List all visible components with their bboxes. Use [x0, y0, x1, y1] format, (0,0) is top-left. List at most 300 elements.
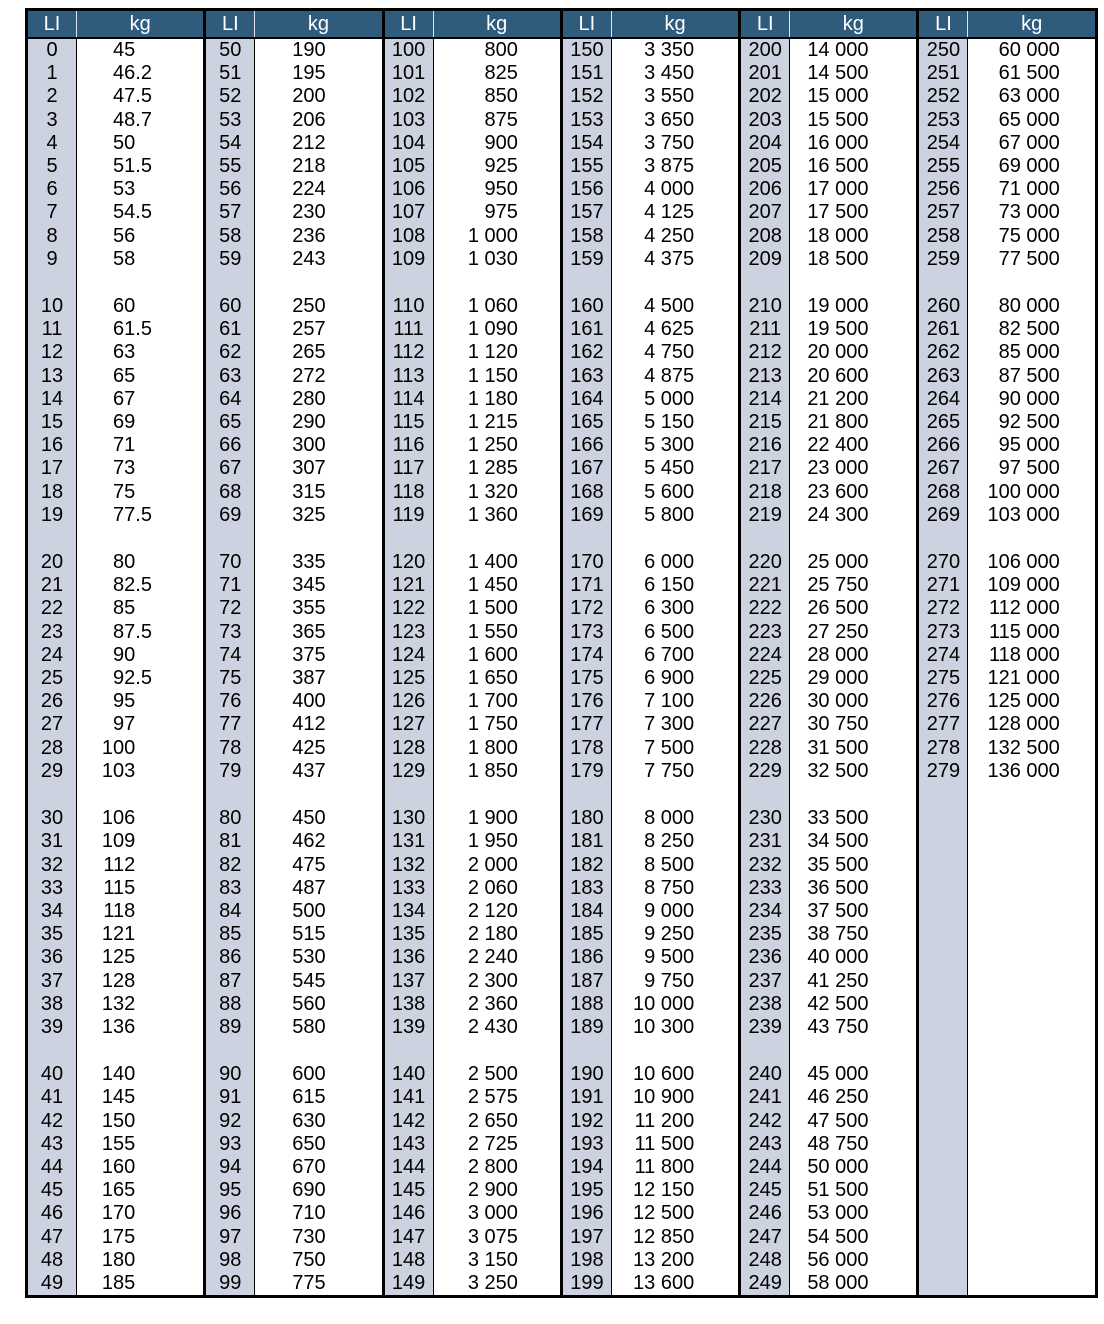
li-cell — [27, 783, 77, 807]
li-cell: 135 — [383, 923, 433, 946]
li-cell: 121 — [383, 574, 433, 597]
li-cell: 25 — [27, 667, 77, 690]
li-cell — [918, 1016, 968, 1039]
kg-cell: 103 000 — [968, 504, 1096, 527]
li-cell: 75 — [205, 667, 255, 690]
li-cell: 167 — [561, 457, 611, 480]
li-cell: 213 — [740, 365, 790, 388]
group-spacer-row — [27, 783, 1097, 807]
kg-value-integer: 69 — [113, 411, 136, 434]
kg-cell: 710 — [255, 1202, 383, 1225]
kg-cell: 6 900 — [611, 667, 739, 690]
kg-column-header: kg — [611, 10, 739, 39]
kg-cell — [433, 271, 561, 295]
kg-cell: 925 — [433, 155, 561, 178]
li-cell: 231 — [740, 830, 790, 853]
li-cell: 272 — [918, 597, 968, 620]
li-cell: 240 — [740, 1063, 790, 1086]
li-cell: 274 — [918, 644, 968, 667]
kg-cell: 73 000 — [968, 201, 1096, 224]
li-column-header: LI — [561, 10, 611, 39]
kg-cell: 40 000 — [790, 946, 918, 969]
kg-cell — [77, 597, 205, 620]
kg-cell: 77 500 — [968, 248, 1096, 271]
kg-cell — [790, 783, 918, 807]
kg-cell: 1 320 — [433, 481, 561, 504]
kg-cell — [77, 574, 205, 597]
kg-cell: 2 240 — [433, 946, 561, 969]
li-cell: 117 — [383, 457, 433, 480]
kg-value-decimal: .5 — [135, 667, 152, 690]
kg-value-integer: 140 — [101, 1063, 136, 1086]
kg-cell: 400 — [255, 690, 383, 713]
li-cell: 228 — [740, 737, 790, 760]
li-cell: 254 — [918, 132, 968, 155]
table-row — [27, 481, 1097, 504]
li-cell: 245 — [740, 1179, 790, 1202]
kg-cell: 475 — [255, 854, 383, 877]
li-cell: 5 — [27, 155, 77, 178]
li-cell: 130 — [383, 807, 433, 830]
kg-cell: 5 150 — [611, 411, 739, 434]
kg-cell: 51 500 — [790, 1179, 918, 1202]
table-row — [27, 201, 1097, 224]
li-cell: 16 — [27, 434, 77, 457]
kg-cell — [255, 527, 383, 551]
li-cell: 144 — [383, 1156, 433, 1179]
li-cell: 153 — [561, 109, 611, 132]
kg-cell — [77, 1156, 205, 1179]
li-cell: 84 — [205, 900, 255, 923]
li-cell: 147 — [383, 1226, 433, 1249]
li-cell: 12 — [27, 341, 77, 364]
li-cell — [918, 830, 968, 853]
kg-cell — [77, 1249, 205, 1272]
kg-value-integer: 85 — [113, 597, 136, 620]
li-cell: 71 — [205, 574, 255, 597]
kg-cell: 15 000 — [790, 85, 918, 108]
li-cell: 64 — [205, 388, 255, 411]
table-row — [27, 1179, 1097, 1202]
li-cell: 11 — [27, 318, 77, 341]
table-row — [27, 411, 1097, 434]
li-cell — [918, 946, 968, 969]
li-cell — [918, 1133, 968, 1156]
kg-value-decimal: .5 — [135, 155, 152, 178]
kg-cell: 6 300 — [611, 597, 739, 620]
li-cell: 181 — [561, 830, 611, 853]
kg-cell: 15 500 — [790, 109, 918, 132]
li-cell: 160 — [561, 295, 611, 318]
li-cell — [918, 271, 968, 295]
li-cell: 241 — [740, 1086, 790, 1109]
li-cell: 22 — [27, 597, 77, 620]
kg-cell — [968, 1272, 1096, 1297]
kg-cell — [433, 783, 561, 807]
kg-column-header: kg — [433, 10, 561, 39]
kg-cell — [433, 527, 561, 551]
kg-cell: 136 000 — [968, 760, 1096, 783]
li-cell: 89 — [205, 1016, 255, 1039]
li-cell: 17 — [27, 457, 77, 480]
kg-cell: 2 180 — [433, 923, 561, 946]
kg-cell: 23 600 — [790, 481, 918, 504]
kg-cell: 1 030 — [433, 248, 561, 271]
li-cell: 136 — [383, 946, 433, 969]
li-cell: 179 — [561, 760, 611, 783]
kg-cell: 69 000 — [968, 155, 1096, 178]
kg-cell: 425 — [255, 737, 383, 760]
kg-cell: 1 900 — [433, 807, 561, 830]
kg-cell: 2 430 — [433, 1016, 561, 1039]
li-cell: 53 — [205, 109, 255, 132]
table-row — [27, 1133, 1097, 1156]
li-cell: 154 — [561, 132, 611, 155]
table-row — [27, 854, 1097, 877]
li-cell: 124 — [383, 644, 433, 667]
li-cell — [740, 783, 790, 807]
li-cell: 152 — [561, 85, 611, 108]
table-row — [27, 109, 1097, 132]
kg-cell: 4 875 — [611, 365, 739, 388]
li-cell: 263 — [918, 365, 968, 388]
table-row — [27, 923, 1097, 946]
kg-cell: 10 300 — [611, 1016, 739, 1039]
li-cell: 105 — [383, 155, 433, 178]
li-cell: 161 — [561, 318, 611, 341]
kg-cell: 82 500 — [968, 318, 1096, 341]
kg-cell: 335 — [255, 551, 383, 574]
kg-value-decimal: .5 — [135, 620, 152, 643]
kg-cell: 26 500 — [790, 597, 918, 620]
kg-cell: 825 — [433, 62, 561, 85]
li-cell — [918, 783, 968, 807]
kg-cell: 750 — [255, 1249, 383, 1272]
li-cell: 141 — [383, 1086, 433, 1109]
kg-cell: 14 000 — [790, 38, 918, 62]
table-row — [27, 737, 1097, 760]
li-cell: 279 — [918, 760, 968, 783]
kg-cell: 10 600 — [611, 1063, 739, 1086]
kg-cell: 21 200 — [790, 388, 918, 411]
table-row — [27, 365, 1097, 388]
li-cell: 35 — [27, 923, 77, 946]
li-cell: 211 — [740, 318, 790, 341]
kg-value-integer: 103 — [101, 759, 136, 782]
li-cell: 90 — [205, 1063, 255, 1086]
kg-cell: 224 — [255, 178, 383, 201]
li-cell — [740, 527, 790, 551]
li-cell: 119 — [383, 504, 433, 527]
li-cell: 133 — [383, 877, 433, 900]
li-cell: 140 — [383, 1063, 433, 1086]
li-cell: 83 — [205, 877, 255, 900]
li-cell: 120 — [383, 551, 433, 574]
kg-value-decimal: .5 — [135, 201, 152, 224]
li-cell: 190 — [561, 1063, 611, 1086]
kg-cell: 1 000 — [433, 225, 561, 248]
li-cell: 209 — [740, 248, 790, 271]
table-row — [27, 551, 1097, 574]
li-cell: 145 — [383, 1179, 433, 1202]
li-cell: 197 — [561, 1226, 611, 1249]
li-cell: 19 — [27, 504, 77, 527]
li-cell: 131 — [383, 830, 433, 853]
kg-cell: 875 — [433, 109, 561, 132]
kg-cell — [77, 365, 205, 388]
li-cell: 158 — [561, 225, 611, 248]
li-cell: 94 — [205, 1156, 255, 1179]
kg-cell: 37 500 — [790, 900, 918, 923]
li-cell: 134 — [383, 900, 433, 923]
kg-cell: 4 250 — [611, 225, 739, 248]
li-cell: 148 — [383, 1249, 433, 1272]
kg-cell: 230 — [255, 201, 383, 224]
li-cell: 67 — [205, 457, 255, 480]
li-cell: 86 — [205, 946, 255, 969]
kg-cell: 3 750 — [611, 132, 739, 155]
kg-cell: 487 — [255, 877, 383, 900]
li-cell: 102 — [383, 85, 433, 108]
kg-cell: 6 000 — [611, 551, 739, 574]
kg-cell: 9 500 — [611, 946, 739, 969]
kg-cell: 3 075 — [433, 1226, 561, 1249]
kg-value-integer: 73 — [113, 457, 136, 480]
kg-value-integer: 46 — [113, 62, 136, 85]
li-cell: 55 — [205, 155, 255, 178]
kg-cell: 690 — [255, 1179, 383, 1202]
li-cell: 30 — [27, 807, 77, 830]
kg-value-integer: 65 — [113, 364, 136, 387]
kg-column-header: kg — [790, 10, 918, 39]
kg-cell: 63 000 — [968, 85, 1096, 108]
group-spacer-row — [27, 1039, 1097, 1063]
kg-value-integer: 180 — [101, 1248, 136, 1271]
kg-cell — [77, 830, 205, 853]
kg-cell: 8 750 — [611, 877, 739, 900]
li-cell: 2 — [27, 85, 77, 108]
li-cell: 18 — [27, 481, 77, 504]
li-cell: 210 — [740, 295, 790, 318]
kg-cell — [968, 1016, 1096, 1039]
kg-value-decimal: .7 — [135, 108, 152, 131]
kg-cell: 100 000 — [968, 481, 1096, 504]
table-row — [27, 667, 1097, 690]
table-row — [27, 1086, 1097, 1109]
kg-cell: 206 — [255, 109, 383, 132]
kg-cell: 580 — [255, 1016, 383, 1039]
li-cell: 10 — [27, 295, 77, 318]
kg-cell: 1 550 — [433, 621, 561, 644]
kg-cell: 9 750 — [611, 970, 739, 993]
li-cell: 78 — [205, 737, 255, 760]
li-cell: 45 — [27, 1179, 77, 1202]
kg-cell: 850 — [433, 85, 561, 108]
kg-cell: 195 — [255, 62, 383, 85]
kg-cell — [77, 1179, 205, 1202]
kg-cell: 11 500 — [611, 1133, 739, 1156]
li-cell: 217 — [740, 457, 790, 480]
li-cell: 191 — [561, 1086, 611, 1109]
kg-cell: 650 — [255, 1133, 383, 1156]
kg-cell: 1 850 — [433, 760, 561, 783]
li-cell: 208 — [740, 225, 790, 248]
kg-cell: 12 850 — [611, 1226, 739, 1249]
kg-value-integer: 145 — [101, 1086, 136, 1109]
kg-value-integer: 45 — [113, 39, 136, 61]
kg-cell: 67 000 — [968, 132, 1096, 155]
kg-cell: 4 375 — [611, 248, 739, 271]
li-cell: 188 — [561, 993, 611, 1016]
li-cell: 111 — [383, 318, 433, 341]
kg-value-integer: 51 — [113, 155, 136, 178]
kg-value-integer: 95 — [113, 690, 136, 713]
kg-cell — [77, 434, 205, 457]
li-cell: 110 — [383, 295, 433, 318]
li-cell: 270 — [918, 551, 968, 574]
kg-cell: 19 500 — [790, 318, 918, 341]
kg-cell: 71 000 — [968, 178, 1096, 201]
kg-value-integer: 185 — [101, 1271, 136, 1294]
kg-cell: 1 250 — [433, 434, 561, 457]
kg-cell: 1 650 — [433, 667, 561, 690]
li-cell: 31 — [27, 830, 77, 853]
table-row — [27, 225, 1097, 248]
kg-cell — [968, 1249, 1096, 1272]
kg-cell: 9 000 — [611, 900, 739, 923]
kg-cell: 13 200 — [611, 1249, 739, 1272]
li-cell: 249 — [740, 1272, 790, 1297]
kg-cell — [611, 783, 739, 807]
kg-cell — [77, 85, 205, 108]
kg-cell: 95 000 — [968, 434, 1096, 457]
kg-cell: 375 — [255, 644, 383, 667]
li-cell: 3 — [27, 109, 77, 132]
li-cell: 33 — [27, 877, 77, 900]
kg-cell: 28 000 — [790, 644, 918, 667]
li-cell: 15 — [27, 411, 77, 434]
li-cell: 233 — [740, 877, 790, 900]
kg-value-integer: 48 — [113, 108, 136, 131]
kg-cell — [77, 38, 205, 62]
li-cell: 76 — [205, 690, 255, 713]
kg-cell: 200 — [255, 85, 383, 108]
kg-value-integer: 90 — [113, 643, 136, 666]
li-cell: 183 — [561, 877, 611, 900]
li-cell — [918, 807, 968, 830]
kg-cell: 21 800 — [790, 411, 918, 434]
li-cell: 128 — [383, 737, 433, 760]
li-cell: 239 — [740, 1016, 790, 1039]
kg-column-header: kg — [77, 10, 205, 39]
kg-cell — [77, 644, 205, 667]
table-row — [27, 900, 1097, 923]
kg-cell: 30 000 — [790, 690, 918, 713]
li-cell: 250 — [918, 38, 968, 62]
li-cell: 165 — [561, 411, 611, 434]
kg-cell: 30 750 — [790, 713, 918, 736]
kg-cell: 1 400 — [433, 551, 561, 574]
li-cell: 174 — [561, 644, 611, 667]
table-row — [27, 1063, 1097, 1086]
li-cell — [918, 1039, 968, 1063]
kg-cell: 800 — [433, 38, 561, 62]
kg-value-integer: 80 — [113, 551, 136, 574]
kg-cell: 560 — [255, 993, 383, 1016]
kg-cell: 4 625 — [611, 318, 739, 341]
table-row — [27, 434, 1097, 457]
kg-cell: 950 — [433, 178, 561, 201]
kg-cell: 290 — [255, 411, 383, 434]
li-cell — [383, 1039, 433, 1063]
kg-cell: 23 000 — [790, 457, 918, 480]
li-cell: 91 — [205, 1086, 255, 1109]
kg-value-integer: 82 — [113, 574, 136, 597]
kg-cell: 8 000 — [611, 807, 739, 830]
li-cell: 215 — [740, 411, 790, 434]
li-cell: 60 — [205, 295, 255, 318]
li-cell: 278 — [918, 737, 968, 760]
kg-cell: 900 — [433, 132, 561, 155]
li-cell: 238 — [740, 993, 790, 1016]
kg-cell: 25 750 — [790, 574, 918, 597]
li-cell: 116 — [383, 434, 433, 457]
table-row — [27, 713, 1097, 736]
kg-value-integer: 100 — [101, 736, 136, 759]
kg-cell: 7 100 — [611, 690, 739, 713]
kg-cell — [968, 830, 1096, 853]
li-cell: 129 — [383, 760, 433, 783]
kg-cell: 1 450 — [433, 574, 561, 597]
kg-cell: 20 600 — [790, 365, 918, 388]
kg-cell — [77, 109, 205, 132]
li-cell: 162 — [561, 341, 611, 364]
li-cell: 205 — [740, 155, 790, 178]
kg-cell — [77, 527, 205, 551]
li-cell: 6 — [27, 178, 77, 201]
kg-cell: 6 150 — [611, 574, 739, 597]
li-cell — [27, 271, 77, 295]
kg-cell — [968, 1063, 1096, 1086]
li-cell: 32 — [27, 854, 77, 877]
li-cell: 68 — [205, 481, 255, 504]
kg-cell: 515 — [255, 923, 383, 946]
kg-cell: 85 000 — [968, 341, 1096, 364]
kg-value-decimal: .5 — [135, 574, 152, 597]
li-cell — [918, 527, 968, 551]
kg-cell: 775 — [255, 1272, 383, 1297]
li-cell: 65 — [205, 411, 255, 434]
kg-cell: 61 500 — [968, 62, 1096, 85]
kg-cell: 106 000 — [968, 551, 1096, 574]
table-row — [27, 248, 1097, 271]
li-cell: 232 — [740, 854, 790, 877]
li-cell: 106 — [383, 178, 433, 201]
kg-cell: 1 500 — [433, 597, 561, 620]
kg-cell — [790, 1039, 918, 1063]
li-cell: 246 — [740, 1202, 790, 1225]
li-cell: 204 — [740, 132, 790, 155]
kg-cell: 97 500 — [968, 457, 1096, 480]
li-cell: 224 — [740, 644, 790, 667]
kg-cell — [77, 318, 205, 341]
kg-cell — [255, 271, 383, 295]
li-cell: 234 — [740, 900, 790, 923]
li-cell: 85 — [205, 923, 255, 946]
kg-cell: 4 000 — [611, 178, 739, 201]
kg-cell: 1 150 — [433, 365, 561, 388]
li-cell: 182 — [561, 854, 611, 877]
